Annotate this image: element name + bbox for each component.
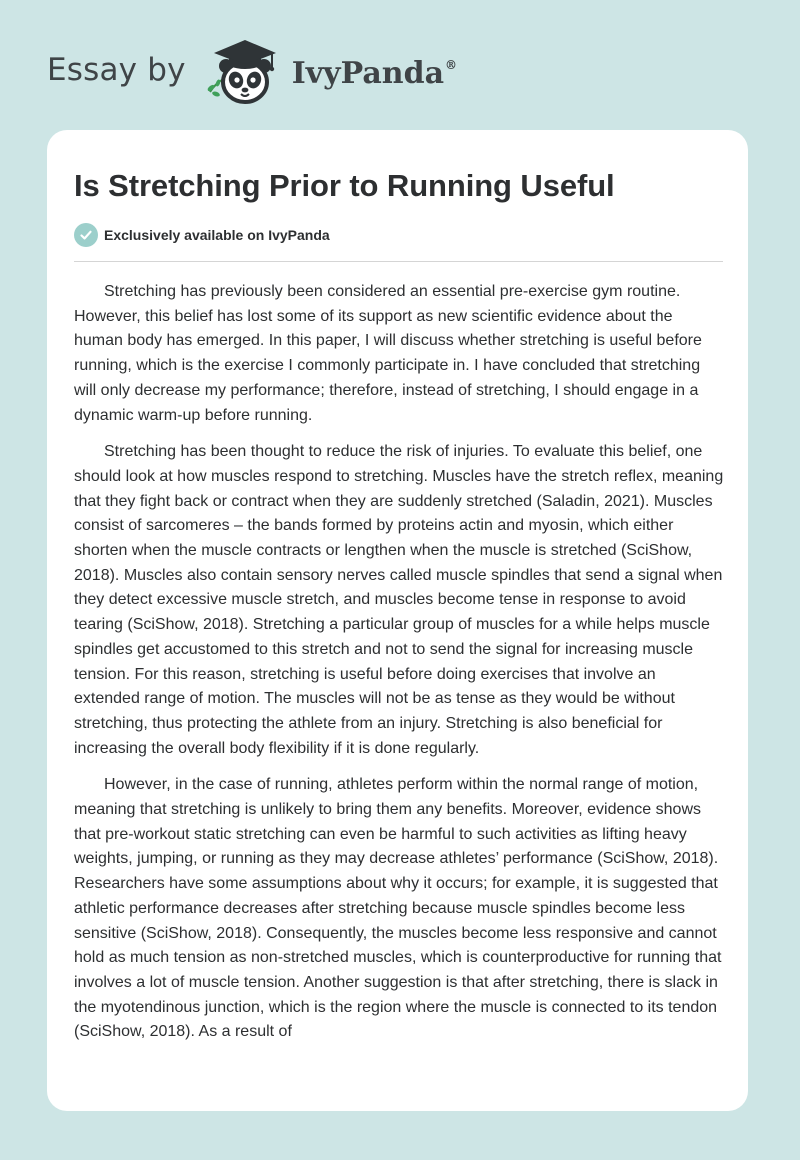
article-card xyxy=(47,130,748,1111)
registered-mark: ® xyxy=(445,57,458,72)
site-header xyxy=(47,36,457,108)
title-divider xyxy=(74,261,723,262)
check-circle-icon xyxy=(74,223,98,247)
exclusive-badge xyxy=(74,223,330,247)
exclusive-badge-text: Exclusively available on IvyPanda xyxy=(104,227,330,243)
article-title: Is Stretching Prior to Running Useful xyxy=(74,168,615,203)
paragraph: Stretching has previously been considered an essential pre-exercise gym routine. However, this belief has lost some of its support as new scientific evidence about the human body has emerged. In this paper, I will discuss whether stretching is useful before running, which is the exercise I commonly participate in. I have concluded that stretching will only decrease my performance; therefore, instead of stretching, I should engage in a dynamic warm-up before running. xyxy=(74,283,702,424)
paragraph: Stretching has been thought to reduce the risk of injuries. To evaluate this belief, one should look at how muscles respond to stretching. Muscles have the stretch reflex, meaning that they fight back or contract when they are suddenly stretched (Saladin, 2021). Muscles consist of sarcomeres – the bands formed by proteins actin and myosin, which either shorten when the muscle contracts or lengthen when the muscle is stretched (SciShow, 2018). Muscles also contain sensory nerves called muscle spindles that send a signal when they detect excessive muscle stretch, and muscles become tense in response to avoid tearing (SciShow, 2018). Stretching a particular group of muscles for a while helps muscle spindles get accustomed to this stretch and not to send the signal for increasing muscle tension. For this reason, stretching is useful before doing exercises that involve an extended range of motion. The muscles will not be as tense as they would be without stretching, thus protecting the athlete from an injury. Stretching is also beneficial for increasing the overall body flexibility if it is done regularly. xyxy=(74,443,724,757)
paragraph: However, in the case of running, athletes perform within the normal range of motion, meaning that stretching is unlikely to bring them any benefits. Moreover, evidence shows that pre-workout static stretching can even be harmful to such activities as lifting heavy weights, jumping, or running as they may decrease athletes’ performance (SciShow, 2018). Researchers have some assumptions about why it occurs; for example, it is suggested that athletic performance decreases after stretching because muscle spindles become less sensitive (SciShow, 2018). Consequently, the muscles become less responsive and cannot hold as much tension as non-stretched muscles, which is counterproductive for running that involves a lot of muscle tension. Another suggestion is that after stretching, there is slack in the myotendinous junction, which is the region where the muscle is connected to its tendon (SciShow, 2018). As a result of xyxy=(74,776,722,1041)
brand-name: IvyPanda® xyxy=(291,55,458,91)
brand-prefix: Essay by xyxy=(47,52,186,88)
article-body xyxy=(74,280,724,1057)
panda-logo-icon xyxy=(200,36,290,108)
